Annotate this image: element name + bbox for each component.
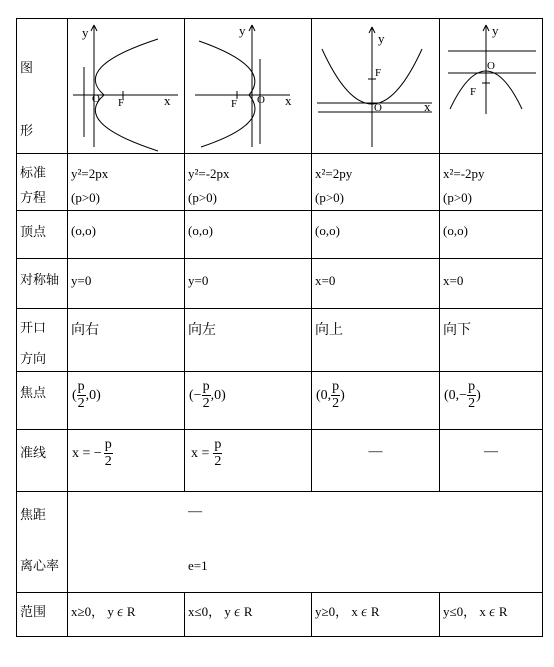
figure-down-opening	[440, 19, 543, 154]
opening-text: 向下	[443, 323, 471, 338]
focal-distance-header: 焦距	[20, 507, 47, 522]
focus-sign: −	[193, 387, 202, 403]
figure-header-line1: 图	[20, 60, 34, 75]
range-header	[17, 593, 68, 637]
condition-text: (p>0)	[315, 190, 344, 205]
parabola-down-graph	[440, 19, 543, 153]
figure-header-line2: 形	[20, 123, 34, 138]
focus-close: )	[476, 387, 481, 403]
equation-text: x²=-2py	[443, 166, 485, 181]
directrix-prefix: x = −	[72, 445, 102, 461]
directrix-dash: —	[368, 444, 383, 459]
condition-text: (p>0)	[188, 190, 217, 205]
fraction-denominator: 2	[332, 396, 340, 411]
opening-header	[17, 309, 68, 372]
range-header-text: 范围	[20, 604, 47, 619]
vertex-cell	[68, 211, 185, 259]
opening-cell	[440, 309, 543, 372]
directrix-cell	[312, 430, 440, 492]
focus-header-text: 焦点	[20, 385, 47, 400]
focus-label: F	[231, 98, 238, 110]
focal-eccentricity-cell	[68, 492, 543, 593]
parabola-properties-table	[16, 18, 543, 637]
focal-eccentricity-row	[17, 492, 543, 593]
focus-open: (	[72, 387, 77, 403]
range-cell	[440, 593, 543, 637]
fraction-numerator: p	[214, 437, 222, 452]
axis-cell	[440, 259, 543, 309]
vertex-text: (o,o)	[443, 223, 468, 238]
focus-sign: −	[459, 387, 468, 403]
figure-right-opening	[68, 19, 185, 154]
range-text: y≤0， x∊R	[443, 604, 508, 619]
directrix-cell	[68, 430, 185, 492]
range-text: x≥0， y∊R	[71, 604, 136, 619]
focus-close: ,0)	[85, 387, 101, 403]
directrix-dash: —	[484, 444, 498, 459]
vertex-text: (o,o)	[315, 223, 340, 238]
fraction-denominator: 2	[104, 454, 112, 469]
condition-text: (p>0)	[71, 190, 100, 205]
focus-label: F	[375, 67, 382, 79]
focus-cell	[185, 372, 312, 430]
focus-fraction	[331, 380, 340, 411]
equation-header-line2: 方程	[20, 190, 47, 205]
directrix-prefix: x =	[191, 445, 210, 461]
fraction-numerator: p	[468, 379, 476, 394]
condition-text: (p>0)	[443, 190, 472, 205]
focus-cell	[312, 372, 440, 430]
vertex-header-text: 顶点	[20, 224, 47, 239]
directrix-row	[17, 430, 543, 492]
focus-row	[17, 372, 543, 430]
equation-text: x²=2py	[315, 166, 353, 181]
opening-text: 向右	[71, 323, 99, 338]
opening-header-line1: 开口	[20, 320, 47, 335]
opening-text: 向左	[188, 323, 216, 338]
axis-row	[17, 259, 543, 309]
y-axis-label: y	[239, 23, 246, 38]
figure-left-opening	[185, 19, 312, 154]
x-axis-label: x	[285, 93, 292, 108]
equation-cell	[185, 154, 312, 211]
equation-cell	[440, 154, 543, 211]
y-axis-label: y	[378, 31, 385, 46]
origin-label: O	[257, 94, 265, 106]
vertex-text: (o,o)	[188, 223, 213, 238]
origin-label: O	[92, 93, 100, 105]
fraction-denominator: 2	[77, 396, 85, 411]
fraction-numerator: p	[332, 379, 340, 394]
fraction-denominator: 2	[202, 396, 210, 411]
directrix-fraction	[104, 438, 113, 469]
y-axis-label: y	[492, 23, 499, 38]
equation-header-line1: 标准	[20, 165, 47, 180]
equation-header	[17, 154, 68, 211]
directrix-header-text: 准线	[20, 445, 47, 460]
figure-up-opening	[312, 19, 440, 154]
parabola-right-graph	[68, 19, 185, 153]
focus-open: (	[189, 387, 194, 403]
range-cell	[68, 593, 185, 637]
figure-header	[17, 19, 68, 154]
focus-close: )	[340, 387, 345, 403]
opening-header-line2: 方向	[20, 351, 47, 366]
focus-open: (0,	[444, 387, 460, 403]
y-axis-label: y	[82, 25, 89, 40]
focus-fraction	[77, 380, 86, 411]
focus-label: F	[118, 97, 125, 109]
focus-cell	[440, 372, 543, 430]
axis-text: x=0	[443, 273, 464, 288]
vertex-cell	[312, 211, 440, 259]
x-axis-label: x	[424, 99, 431, 114]
axis-text: y=0	[71, 273, 92, 288]
range-cell	[185, 593, 312, 637]
focus-label: F	[470, 86, 477, 98]
focus-cell	[68, 372, 185, 430]
focal-eccentricity-header	[17, 492, 68, 593]
focus-fraction	[202, 380, 211, 411]
equation-row	[17, 154, 543, 211]
axis-cell	[185, 259, 312, 309]
fraction-numerator: p	[104, 437, 112, 452]
axis-text: x=0	[315, 273, 336, 288]
range-text: y≥0， x∊R	[315, 604, 380, 619]
focus-header	[17, 372, 68, 430]
fraction-denominator: 2	[468, 396, 476, 411]
directrix-cell	[440, 430, 543, 492]
opening-row	[17, 309, 543, 372]
equation-cell	[68, 154, 185, 211]
fraction-numerator: p	[202, 379, 210, 394]
directrix-fraction	[213, 438, 222, 469]
axis-header-text: 对称轴	[20, 272, 60, 287]
parabola-left-graph	[185, 19, 312, 153]
focus-fraction	[467, 380, 476, 411]
focus-open: (0,	[316, 387, 332, 403]
equation-text: y²=-2px	[188, 166, 230, 181]
parabola-up-graph	[312, 19, 440, 153]
axis-cell	[68, 259, 185, 309]
directrix-cell	[185, 430, 312, 492]
eccentricity-header: 离心率	[20, 558, 60, 573]
equation-text: y²=2px	[71, 166, 109, 181]
axis-header	[17, 259, 68, 309]
vertex-cell	[440, 211, 543, 259]
vertex-header	[17, 211, 68, 259]
vertex-text: (o,o)	[71, 223, 96, 238]
opening-cell	[68, 309, 185, 372]
figure-row	[17, 19, 543, 154]
opening-cell	[185, 309, 312, 372]
opening-cell	[312, 309, 440, 372]
axis-text: y=0	[188, 273, 209, 288]
range-text: x≤0， y∊R	[188, 604, 253, 619]
equation-cell	[312, 154, 440, 211]
range-row	[17, 593, 543, 637]
range-cell	[312, 593, 440, 637]
vertex-cell	[185, 211, 312, 259]
directrix-header	[17, 430, 68, 492]
origin-label: O	[487, 60, 495, 72]
fraction-numerator: p	[77, 379, 85, 394]
x-axis-label: x	[164, 93, 171, 108]
focal-distance-value: —	[188, 504, 202, 519]
eccentricity-value: e=1	[188, 558, 208, 573]
origin-label: O	[374, 102, 382, 114]
vertex-row	[17, 211, 543, 259]
axis-cell	[312, 259, 440, 309]
focus-close: ,0)	[210, 387, 226, 403]
fraction-denominator: 2	[214, 454, 222, 469]
opening-text: 向上	[315, 323, 343, 338]
